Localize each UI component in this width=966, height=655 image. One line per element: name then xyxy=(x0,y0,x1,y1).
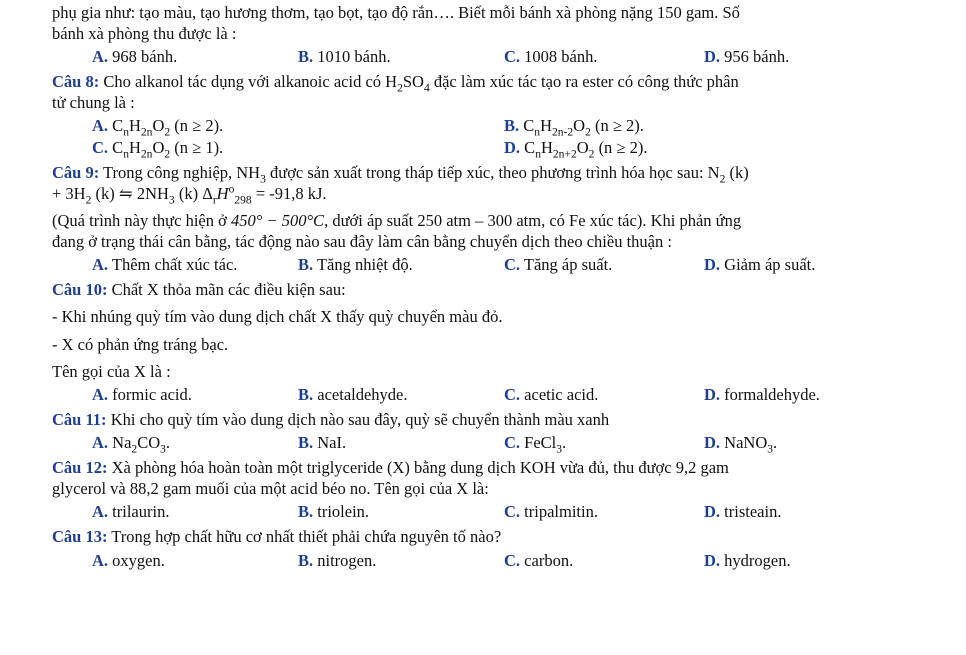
option: C. acetic acid. xyxy=(504,384,599,404)
question-10-cond-2: - X có phản ứng tráng bạc. xyxy=(52,334,229,354)
option: C. 1008 bánh. xyxy=(504,47,598,67)
option: A. trilaurin. xyxy=(92,502,170,522)
question-11-options xyxy=(52,432,938,456)
option: B. nitrogen. xyxy=(298,550,377,570)
option: D. hydrogen. xyxy=(704,550,791,570)
option: A. $C_nH_{2n}O_2$ (n ≥ 2). xyxy=(92,115,224,138)
option: D. 956 bánh. xyxy=(704,47,790,67)
question-label: Câu 9: xyxy=(52,162,100,182)
option: D. Giảm áp suất. xyxy=(704,255,816,275)
question-9-conditions: (Quá trình này thực hiện ở 450° − 500°C, dưới áp suất 250 atm – 300 atm, có Fe xúc tác). Khi phản ứng xyxy=(52,210,742,230)
question-13-options xyxy=(52,550,938,571)
option: D. formaldehyde. xyxy=(704,384,820,404)
question-11: Câu 11: Khi cho quỳ tím vào dung dịch nào sau đây, quỳ sẽ chuyển thành màu xanh xyxy=(52,409,610,429)
question-13: Câu 13: Trong hợp chất hữu cơ nhất thiết phải chứa nguyên tố nào? xyxy=(52,527,502,547)
question-9-cont: đang ở trạng thái cân bằng, tác động nào sau đây làm cân bằng chuyển dịch theo chiều thuận : xyxy=(52,232,672,252)
question-8-options xyxy=(52,115,938,136)
option: B. Tăng nhiệt độ. xyxy=(298,255,413,275)
question-8-options-row2 xyxy=(52,137,938,158)
question-10: Câu 10: Chất X thỏa mãn các điều kiện sau: xyxy=(52,280,346,300)
intro-options xyxy=(52,46,938,67)
option: A. 968 bánh. xyxy=(92,47,178,67)
option: C. carbon. xyxy=(504,550,574,570)
option: C. $C_nH_{2n}O_2$ (n ≥ 1). xyxy=(92,137,224,160)
option: A. formic acid. xyxy=(92,384,192,404)
question-12-options xyxy=(52,501,938,522)
question-12-cont: glycerol và 88,2 gam muối của một acid béo no. Tên gọi của X là: xyxy=(52,479,489,499)
question-label: Câu 12: xyxy=(52,458,108,478)
question-9-options xyxy=(52,254,938,275)
option: B. NaI. xyxy=(298,432,347,452)
question-10-cont: Tên gọi của X là : xyxy=(52,361,171,381)
option: B. 1010 bánh. xyxy=(298,47,391,67)
question-9-equation: + $3H_2$ (k) ⇋ $2NH_3$ (k) $\Delta_rH^o_{298} = -91,8$ kJ. xyxy=(52,183,327,207)
question-10-options xyxy=(52,384,938,405)
intro-line-1: phụ gia như: tạo màu, tạo hương thơm, tạo bọt, tạo độ rắn…. Biết mỗi bánh xà phòng nặng 150 gam. Số xyxy=(52,3,740,22)
option: D. tristeain. xyxy=(704,502,782,522)
question-12: Câu 12: Xà phòng hóa hoàn toàn một triglyceride (X) bằng dung dịch KOH vừa đủ, thu được 9,2 gam xyxy=(52,458,729,478)
intro-line-2: bánh xà phòng thu được là : xyxy=(52,24,237,44)
option: D. $C_nH_{2n+2}O_2$ (n ≥ 2). xyxy=(504,137,648,160)
option: B. $C_nH_{2n-2}O_2$ (n ≥ 2). xyxy=(504,115,644,138)
question-label: Câu 13: xyxy=(52,527,108,547)
option: A. Thêm chất xúc tác. xyxy=(92,255,238,275)
option: C. Tăng áp suất. xyxy=(504,255,613,275)
question-9: Câu 9: Trong công nghiệp, $NH_3$ được sản xuất trong tháp tiếp xúc, theo phương trình hóa học sau: $N_2$ (k) xyxy=(52,162,749,186)
question-label: Câu 8: xyxy=(52,72,100,92)
option: D. NaNO$_3$. xyxy=(704,432,778,456)
option: B. triolein. xyxy=(298,502,370,522)
question-label: Câu 10: xyxy=(52,280,108,300)
question-10-cond-1: - Khi nhúng quỳ tím vào dung dịch chất X thấy quỳ chuyển màu đỏ. xyxy=(52,307,503,327)
option: C. tripalmitin. xyxy=(504,502,598,522)
question-8: Câu 8: Cho alkanol tác dụng với alkanoic acid có $H_2SO_4$ đặc làm xúc tác tạo ra ester có công thức phân xyxy=(52,72,739,95)
option: A. $Na_2CO_3$. xyxy=(92,432,171,456)
option: A. oxygen. xyxy=(92,550,165,570)
option: C. FeCl$_3$. xyxy=(504,432,567,456)
option: B. acetaldehyde. xyxy=(298,384,408,404)
question-label: Câu 11: xyxy=(52,409,107,429)
question-8-cont: tử chung là : xyxy=(52,93,135,113)
